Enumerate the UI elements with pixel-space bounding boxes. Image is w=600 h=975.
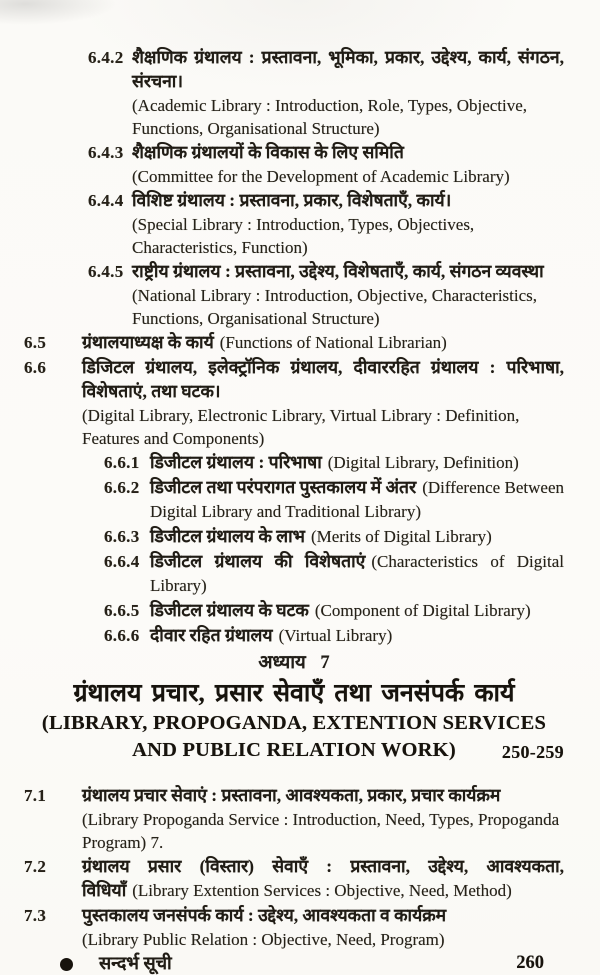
reference-list-row bbox=[0, 952, 600, 975]
toc-entry-english: (Library Extention Services : Objective, Need, Method) bbox=[132, 881, 512, 900]
toc-entry-text bbox=[132, 141, 564, 188]
toc-entry-hindi: पुस्तकालय जनसंपर्क कार्य : उद्देश्य, आवश्यकता व कार्यक्रम bbox=[82, 905, 447, 925]
toc-entry-hindi: ग्रंथालयाध्यक्ष के कार्य bbox=[82, 332, 214, 352]
toc-entry bbox=[0, 599, 564, 623]
toc-entry-text bbox=[150, 599, 564, 623]
toc-entry-english: (Library Public Relation : Objective, Need, Program) bbox=[82, 930, 445, 949]
toc-entry bbox=[0, 624, 564, 648]
toc-entry-hindi: डिजीटल ग्रंथालय के लाभ bbox=[150, 526, 305, 546]
toc-entry-number: 6.6.5 bbox=[104, 601, 140, 620]
toc-entry-text bbox=[150, 550, 564, 598]
toc-entry-number: 6.6.4 bbox=[104, 552, 140, 571]
toc-entry-hindi: राष्ट्रीय ग्रंथालय : प्रस्तावना, उद्देश्य, विशेषताएँ, कार्य, संगठन व्यवस्था bbox=[132, 261, 544, 281]
chapter-title-english-line1: (LIBRARY, PROPOGANDA, EXTENTION SERVICES bbox=[41, 712, 547, 734]
toc-entry-number: 7.1 bbox=[24, 786, 47, 805]
toc-entry-number: 6.4.2 bbox=[88, 48, 124, 67]
toc-entry-hindi: डिजीटल ग्रंथालय : परिभाषा bbox=[150, 452, 322, 472]
chapter-title-english bbox=[24, 710, 564, 764]
toc-entry-text bbox=[82, 904, 564, 951]
reference-list-label: सन्दर्भ सूची bbox=[99, 953, 172, 973]
toc-entry-english: (Component of Digital Library) bbox=[314, 601, 531, 620]
toc-entry-english: (Special Library : Introduction, Types, Objectives, Characteristics, Function) bbox=[132, 215, 475, 257]
toc-entry bbox=[0, 784, 564, 854]
toc-entry-number: 7.2 bbox=[24, 857, 47, 876]
chapter-label: अध्याय 7 bbox=[258, 653, 330, 673]
toc-entry-text bbox=[82, 784, 564, 854]
toc-entry bbox=[0, 451, 564, 475]
chapter-title-hindi: ग्रंथालय प्रचार, प्रसार सेवाएँ तथा जनसंपर्क कार्य bbox=[73, 680, 515, 707]
toc-entry-number: 7.3 bbox=[24, 906, 47, 925]
toc-entry-english: (National Library : Introduction, Objective, Characteristics, Functions, Organisational Structure) bbox=[132, 286, 538, 328]
toc-entry bbox=[0, 356, 564, 450]
toc-entry-number: 6.6.3 bbox=[104, 527, 140, 546]
chapter-title-english-line2: AND PUBLIC RELATION WORK) bbox=[132, 739, 456, 761]
toc-entry-english: (Virtual Library) bbox=[278, 626, 393, 645]
toc-entry-number: 6.6.6 bbox=[104, 626, 140, 645]
toc-entry-hindi: डिजीटल ग्रंथालय की विशेषताएं bbox=[150, 551, 366, 571]
toc-entry-text bbox=[150, 451, 564, 475]
toc-entry-english: (Library Propoganda Service : Introduction, Need, Types, Propoganda Program) 7. bbox=[82, 810, 560, 852]
toc-entry-number: 6.6.2 bbox=[104, 478, 140, 497]
toc-entry bbox=[0, 331, 564, 355]
toc-entry-english: (Academic Library : Introduction, Role, Types, Objective, Functions, Organisational Structure) bbox=[132, 96, 528, 138]
toc-entry-hindi: शैक्षणिक ग्रंथालयों के विकास के लिए समिति bbox=[132, 142, 404, 162]
toc-entry-english: (Characteristics of Digital Library) bbox=[150, 552, 564, 595]
toc-entry-number: 6.4.4 bbox=[88, 191, 124, 210]
toc-entry bbox=[0, 189, 564, 259]
toc-entry-hindi: शैक्षणिक ग्रंथालय : प्रस्तावना, भूमिका, प्रकार, उद्देश्य, कार्य, संगठन, संरचना। bbox=[132, 47, 564, 91]
toc-entry-text bbox=[150, 624, 564, 648]
toc-entry-hindi: डिजीटल ग्रंथालय के घटक bbox=[150, 600, 309, 620]
toc-entry-english: (Committee for the Development of Academic Library) bbox=[132, 167, 510, 186]
toc-entry-english: (Digital Library, Definition) bbox=[327, 453, 519, 472]
chapter-title-english-line2-row bbox=[24, 737, 564, 764]
toc-entry-number: 6.5 bbox=[24, 333, 47, 352]
toc-entry-english: (Difference Between Digital Library and Traditional Library) bbox=[150, 478, 564, 521]
toc-entry bbox=[0, 141, 564, 188]
toc-entry bbox=[0, 855, 564, 903]
bullet-icon bbox=[60, 958, 73, 971]
toc-entry-english: (Digital Library, Electronic Library, Virtual Library : Definition, Features and Components) bbox=[82, 406, 520, 448]
toc-entry bbox=[0, 904, 564, 951]
toc-entry-number: 6.6.1 bbox=[104, 453, 140, 472]
reference-page-number: 260 bbox=[516, 953, 544, 973]
toc-entry-text bbox=[82, 331, 564, 355]
toc-entry-hindi: डिजिटल ग्रंथालय, इलेक्ट्रॉनिक ग्रंथालय, दीवाररहित ग्रंथालय : परिभाषा, विशेषताएं, तथा घटक। bbox=[82, 357, 564, 401]
chapter-page-range: 250-259 bbox=[501, 742, 564, 762]
toc-entry bbox=[0, 525, 564, 549]
toc-entry-text bbox=[150, 476, 564, 524]
toc-entry-number: 6.4.5 bbox=[88, 262, 124, 281]
toc-entry bbox=[0, 260, 564, 330]
toc-entry-english: (Functions of National Librarian) bbox=[219, 333, 447, 352]
toc-entry-hindi: डिजीटल तथा परंपरागत पुस्तकालय में अंतर bbox=[150, 477, 417, 497]
toc-entry-number: 6.6 bbox=[24, 358, 47, 377]
toc-entry bbox=[0, 550, 564, 598]
toc-entry-text bbox=[82, 356, 564, 450]
toc-entry bbox=[0, 46, 564, 140]
toc-entry-hindi: ग्रंथालय प्रचार सेवाएं : प्रस्तावना, आवश्यकता, प्रकार, प्रचार कार्यक्रम bbox=[82, 785, 501, 805]
toc-entry-hindi: ग्रंथालय प्रसार (विस्तार) सेवाएँ : प्रस्तावना, उद्देश्य, आवश्यकता, विधियाँ bbox=[82, 856, 564, 900]
toc-entry-text bbox=[132, 260, 564, 330]
toc-entry-text bbox=[150, 525, 564, 549]
chapter7-heading bbox=[0, 651, 600, 764]
toc-entry bbox=[0, 476, 564, 524]
toc-entry-hindi: विशिष्ट ग्रंथालय : प्रस्तावना, प्रकार, विशेषताएँ, कार्य। bbox=[132, 190, 452, 210]
toc-entry-hindi: दीवार रहित ग्रंथालय bbox=[150, 625, 273, 645]
toc-entry-text bbox=[82, 855, 564, 903]
toc-section-chapter7 bbox=[0, 784, 600, 951]
toc-entry-english: (Merits of Digital Library) bbox=[310, 527, 492, 546]
toc-entry-text bbox=[132, 46, 564, 140]
toc-entry-text bbox=[132, 189, 564, 259]
toc-entry-number: 6.4.3 bbox=[88, 143, 124, 162]
